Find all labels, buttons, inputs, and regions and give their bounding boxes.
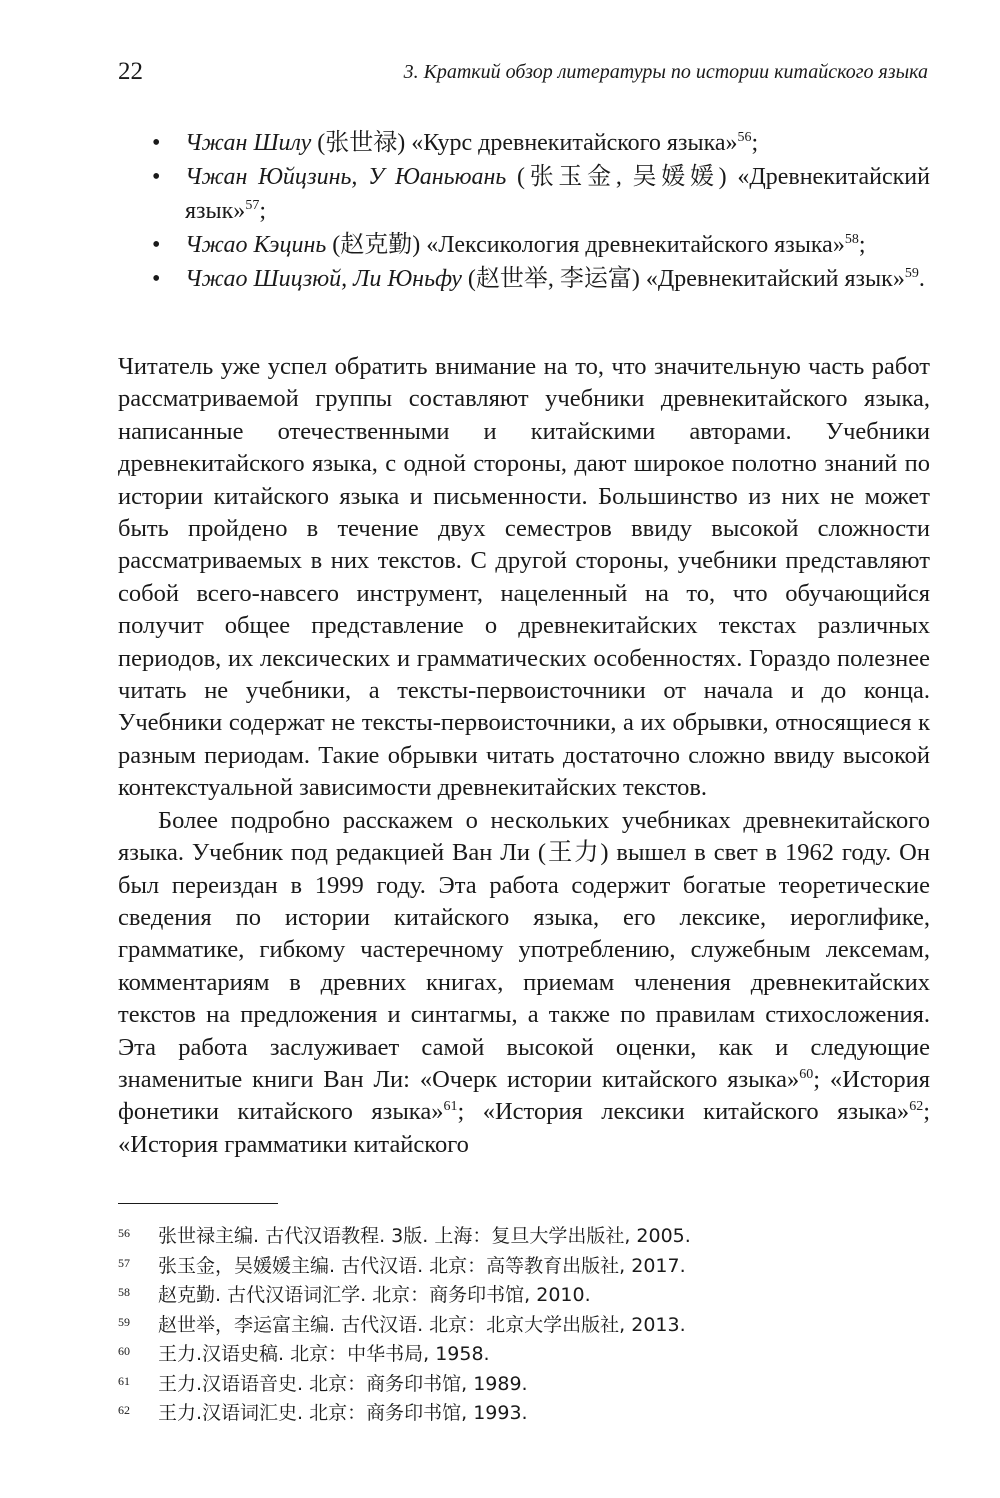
footnote [118,1311,930,1341]
footnote-number: 57 [118,1255,130,1270]
footnote [118,1399,930,1429]
bullet-punct: ; [259,198,266,224]
body-text [118,351,930,1161]
bullet-title: (赵世举, 李运富) «Древнекитайский язык» [461,266,905,292]
footnote-number: 58 [118,1285,130,1299]
footnote-number: 59 [118,1314,130,1329]
paragraph [118,805,930,1161]
footnote-ref: 58 [844,232,859,247]
bullet-item [152,228,930,262]
bullet-title: (赵克勤) «Лексикология древнекитайского языка» [326,232,845,258]
bullet-author: Чжао Кэцинь [185,232,327,258]
footnote-ref: 62 [909,1099,924,1115]
bullet-author: Чжан Шилу [185,130,312,156]
footnote-number: 61 [118,1373,130,1388]
paragraph-text: ; «История грамматики китайского [118,1098,930,1158]
footnote-number: 60 [118,1344,130,1358]
bullet-title: (张玉金, 吴媛媛) «Древнекитайский язык» [185,164,930,224]
bullet-list [152,126,930,296]
footnote-ref: 59 [904,266,919,281]
bullet-item [152,126,930,160]
footnote-ref: 57 [245,198,260,213]
footnote [118,1340,930,1370]
footnote-text: 王力.汉语史稿. 北京：中华书局, 1958. [158,1343,490,1365]
footnote [118,1370,930,1400]
bullet-punct: . [918,266,925,292]
footnote [118,1281,930,1311]
bullet-icon: • [152,266,161,292]
paragraph: Читатель уже успел обратить внимание на то, что значительную часть работ рассматриваемой группы составляют учебники древнекитайского языка, написанные отечественными и китайскими авторами. Учебники древнекитайского языка, с одной стороны, дают широкое полотно знаний по истории китайского языка и письменности. Большинство из них не может быть пройдено в течение двух семестров ввиду высокой сложности рассматриваемых в них текстов. С другой стороны, учебники представляют собой всего-навсего инструмент, нацеленный на то, что обучающийся получит общее представление о древнекитайских текстах различных периодов, их лексических и грамматических особенностях. Гораздо полезнее читать не учебники, а тексты-первоисточники от начала и до конца. Учебники содержат не тексты-первоисточники, а их обрывки, относящиеся к разным периодам. Такие обрывки читать достаточно сложно ввиду высокой контекстуальной зависимости древнекитайских текстов. [118,353,930,802]
footnote-text: 王力.汉语词汇史. 北京：商务印书馆, 1993. [158,1402,528,1424]
paragraph-text: Более подробно расскажем о нескольких учебниках древнекитайского языка. Учебник под редакцией Ван Ли (王力) вышел в свет в 1962 году. Он был переиздан в 1999 году. Эта работа содержит богатые теоретические сведения по истории китайского языка, его лексике, иероглифике, грамматике, гибкому частеречному употреблению, служебным лексемам, комментариям в древних книгах, приемам членения древнекитайских текстов на предложения и синтагмы, а также по правилам стихосложения. Эта работа заслуживает самой высокой оценки, как и следующие знаменитые книги Ван Ли: «Очерк истории китайского языка» [118,806,930,1093]
footnote-text: 张玉金，吴媛媛主编. 古代汉语. 北京：高等教育出版社, 2017. [158,1254,686,1277]
footnote-text: 王力.汉语语音史. 北京：商务印书馆, 1989. [158,1372,528,1395]
bullet-item [152,160,930,228]
footnote-text: 赵克勤. 古代汉语词汇学. 北京：商务印书馆, 2010. [158,1284,591,1306]
footnote-number: 62 [118,1403,130,1417]
footnote [118,1222,930,1252]
bullet-item [152,262,930,296]
paragraph-text: ; «История фонетики китайского языка» [118,1065,930,1126]
bullet-punct: ; [858,232,866,258]
footnote-ref: 61 [443,1099,458,1115]
footnote [118,1252,930,1282]
footnote-list [118,1222,930,1429]
bullet-author: Чжан Юйцзинь, У Юаньюань [185,164,507,190]
paragraph-text: ; «История лексики китайского языка» [457,1098,910,1126]
footnote-ref: 60 [799,1066,814,1082]
bullet-icon: • [152,164,161,190]
running-header: 3. Краткий обзор литературы по истории китайского языка [403,61,928,83]
footnote-number: 56 [118,1226,130,1240]
footnote-text: 张世禄主编. 古代汉语教程. 3版. 上海：复旦大学出版社, 2005. [158,1225,691,1247]
bullet-icon: • [152,232,161,258]
bullet-author: Чжао Шицзюй, Ли Юньфу [185,266,462,292]
footnote-divider [118,1203,278,1204]
page-number: 22 [118,58,143,85]
bullet-title: (张世禄) «Курс древнекитайского языка» [311,130,738,156]
bullet-icon: • [152,130,161,156]
footnote-text: 赵世举，李运富主编. 古代汉语. 北京：北京大学出版社, 2013. [158,1313,686,1336]
bullet-punct: ; [751,130,759,156]
footnote-ref: 56 [737,130,752,145]
